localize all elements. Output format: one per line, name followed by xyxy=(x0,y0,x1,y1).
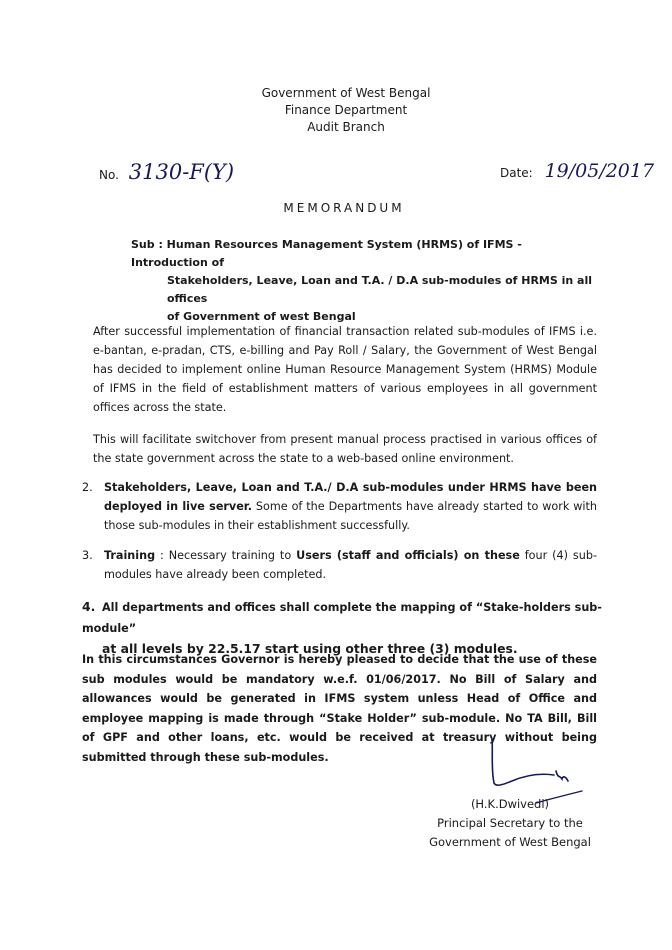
item-3-bold-1: Training xyxy=(104,549,156,562)
item-4-number: 4. xyxy=(82,599,96,614)
subject-line-1: Sub : Human Resources Management System (HRMS) of IFMS - Introduction of xyxy=(131,238,522,269)
subject-line-3: of Government of west Bengal xyxy=(167,310,356,323)
memo-date-value: 19/05/2017 xyxy=(544,160,655,182)
signatory-office: Government of West Bengal xyxy=(429,835,591,849)
memo-number-label: No. xyxy=(99,168,119,182)
item-4-line-1: All departments and offices shall complete the mapping of “Stake-holders sub-module” xyxy=(82,601,602,635)
item-3 xyxy=(82,546,597,584)
signatory-block xyxy=(410,795,610,852)
paragraph-1: After successful implementation of financial transaction related sub-modules of IFMS i.e. e-bantan, e-pradan, CTS, e-billing and Pay Roll / Salary, the Government of West Bengal has decided to implement online Human Resource Management System (HRMS) Module of IFMS in the field of establishment matters of various employees in all government offices across the state. xyxy=(93,325,597,414)
letterhead xyxy=(0,85,672,136)
memo-number xyxy=(99,160,234,184)
item-2-text: Some of the Departments have already started to work with those sub-modules in their establishment successfully. xyxy=(104,500,597,532)
item-3-bold-2: Users (staff and officials) on these xyxy=(296,549,520,562)
item-3-text-1: : Necessary training to xyxy=(155,549,297,562)
letterhead-department: Finance Department xyxy=(284,103,408,117)
final-paragraph: In this circumstances Governor is hereby pleased to decide that the use of these sub modules would be mandatory w.e.f. 01/06/2017. No Bill of Salary and allowances would be generated in IFMS system unless Head of Office and employee mapping is made through “Stake Holder” sub-module. No TA Bill, Bill of GPF and other loans, etc. would be received at treasury without being submitted through these sub-modules. xyxy=(82,653,597,764)
subject-block xyxy=(131,236,601,326)
item-3-number: 3. xyxy=(82,549,93,562)
item-4-line-2: at all levels by 22.5.17 start using other three (3) modules. xyxy=(102,641,518,656)
signatory-name: (H.K.Dwivedi) xyxy=(470,797,550,811)
subject-line-2: Stakeholders, Leave, Loan and T.A. / D.A sub-modules of HRMS in all offices xyxy=(167,274,593,305)
letterhead-branch: Audit Branch xyxy=(307,120,385,134)
item-2 xyxy=(82,478,597,535)
memo-date-label: Date: xyxy=(500,166,533,180)
letterhead-government: Government of West Bengal xyxy=(261,86,431,100)
signatory-designation: Principal Secretary to the xyxy=(437,816,583,830)
item-2-number: 2. xyxy=(82,481,93,494)
paragraph-2: This will facilitate switchover from present manual process practised in various offices of the state government across the state to a web-based online environment. xyxy=(93,433,597,465)
memo-date xyxy=(500,160,654,182)
item-3-text-2: four (4) sub-modules have already been completed. xyxy=(104,549,597,581)
memo-number-value: 3130-F(Y) xyxy=(128,160,235,184)
item-2-bold: Stakeholders, Leave, Loan and T.A./ D.A sub-modules under HRMS have been deployed in live server. xyxy=(104,481,597,513)
document-title: MEMORANDUM xyxy=(283,201,405,215)
